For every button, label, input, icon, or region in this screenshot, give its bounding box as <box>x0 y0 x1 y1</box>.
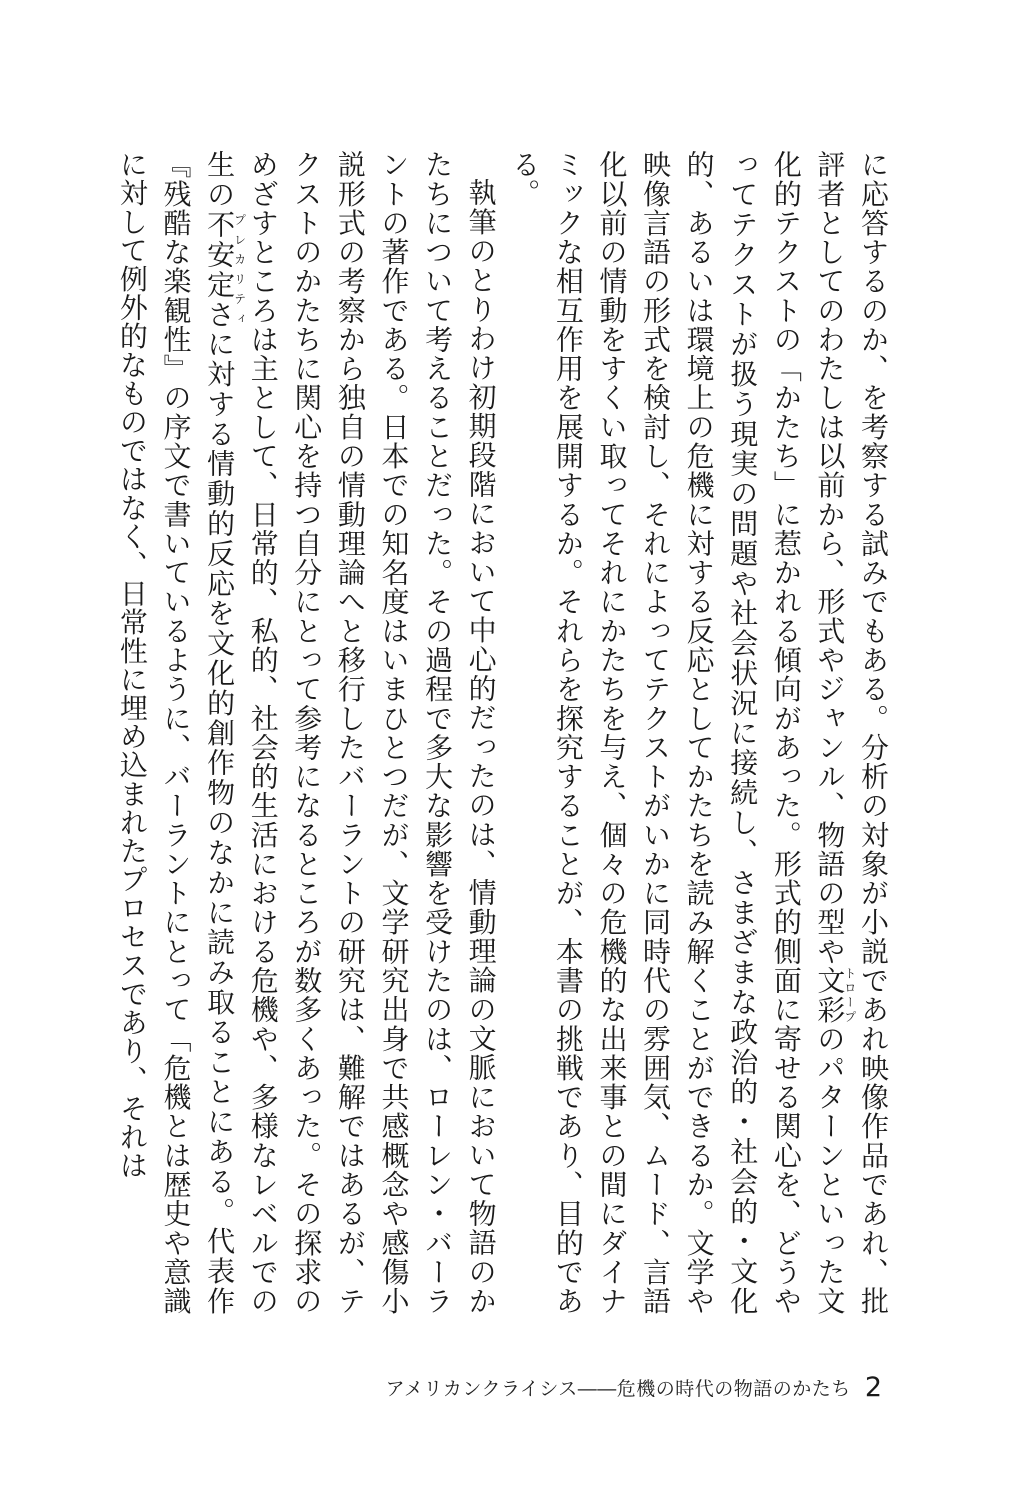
trope-ruby-reading: トロープ <box>842 965 857 1024</box>
paragraph-1 <box>503 150 895 1315</box>
page-footer <box>386 1372 882 1403</box>
paragraph-2-part-b: に対する情動的反応を文化的創作物のなかに読み取ることにある。代表作『残酷な楽観性』の序文で書いているように、バーラントにとって「危機とは歴史や意識に対して例外的なものではなく、日常性に埋め込まれたプロセスであり、それは <box>115 150 237 1315</box>
running-head: アメリカンクライシス――危機の時代の物語のかたち <box>385 1378 851 1400</box>
vertical-body-text <box>115 150 895 1315</box>
trope-ruby <box>813 965 857 1025</box>
page-number: 2 <box>864 1372 882 1403</box>
precarity-ruby-reading: プレカリティ <box>232 209 247 329</box>
precarity-ruby-base: 不安定さ <box>203 209 237 330</box>
trope-ruby-base: 文彩 <box>813 965 847 1025</box>
paragraph-2-part-a: 執筆のとりわけ初期段階において中心的だったのは、情動理論の文脈において物語のかたちについて考えることだった。その過程で多大な影響を受けたのは、ローレン・バーラントの著作である。日本での知名度はいまひとつだが、文学研究出身で共感概念や感傷小説形式の考察から独自の情動理論へと移行したバーラントの研究は、難解ではあるが、テクストのかたちに関心を持つ自分にとって参考になるところが数多くあった。その探求のめざすところは主として、日常的、私的、社会的生活における危機や、多様なレベルでの生の <box>203 150 498 1315</box>
precarity-ruby <box>203 209 247 330</box>
paragraph-1-part-a: に応答するのか、を考察する試みでもある。分析の対象が小説であれ映像作品であれ、批評者としてのわたしは以前から、形式やジャンル、物語の型や <box>813 150 890 1315</box>
paragraph-1-part-b: のパターンといった文化的テクストの「かたち」に惹かれる傾向があった。形式的側面に寄せる関心を、どうやってテクストが扱う現実の問題や社会状況に接続し、さまざまな政治的・社会的・文化的、あるいは環境上の危機に対する反応としてかたちを読み解くことができるか。文学や映像言語の形式を検討し、それによってテクストがいかに同時代の雰囲気、ムード、言語化以前の情動をすくい取ってそれにかたちを与え、個々の危機的な出来事との間にダイナミックな相互作用を展開するか。それらを探究することが、本書の挑戦であり、目的である。 <box>508 150 847 1315</box>
paragraph-2 <box>110 150 502 1315</box>
